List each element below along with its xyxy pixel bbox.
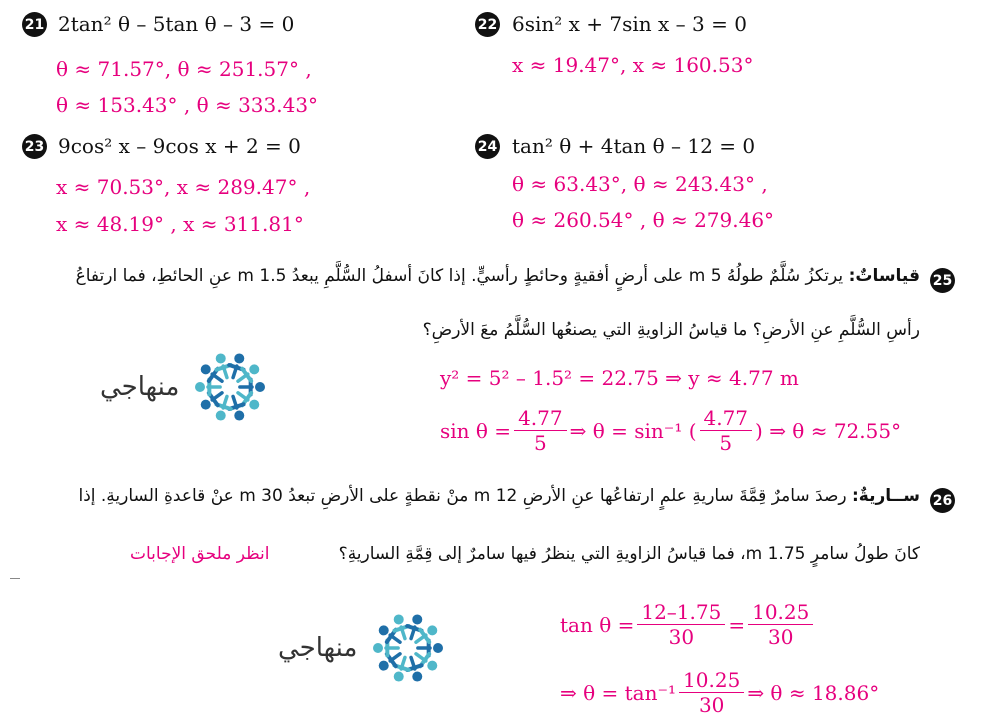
angle-result: ⇒ θ ≈ 18.86°	[747, 680, 880, 705]
problem-22-number: 22	[475, 12, 500, 37]
logo-text: منهاجي	[278, 633, 358, 663]
logo-figure-head	[428, 625, 438, 635]
problem-24-answer-2: θ ≈ 260.54° , θ ≈ 279.46°	[512, 208, 775, 232]
problem-25-text-line-1	[20, 266, 920, 286]
problem-26-number: 26	[930, 488, 955, 513]
problem-21-answer-1: θ ≈ 71.57°, θ ≈ 251.57° ,	[56, 57, 312, 81]
fraction-denominator: 30	[698, 693, 725, 717]
problem-22-answer-1: x ≈ 19.47°, x ≈ 160.53°	[512, 53, 754, 77]
problem-25-solution-1: y² = 5² – 1.5² = 22.75 ⇒ y ≈ 4.77 m	[440, 366, 799, 390]
fraction-4-77-over-5-b	[700, 406, 753, 455]
logo-figure-head	[373, 643, 383, 653]
problem-25-statement: يرتكزُ سُلَّمٌ طولُهُ 5 m على أرضٍ أفقيةٍ وحائطٍ رأسيٍّ. إذا كانَ أسفلُ السُّلَّمِ يبعدُ 1.5 m عنِ الحائطِ، فما ارتفاعُ	[75, 266, 844, 286]
fraction-numerator: 4.77	[514, 406, 567, 431]
fraction-10-25-over-30	[748, 600, 813, 649]
tan-eq-lhs: tan θ =	[560, 612, 635, 637]
fraction-denominator: 30	[668, 625, 695, 649]
logo-figure-head	[394, 614, 404, 624]
fraction-12-minus-1-75-over-30	[637, 600, 725, 649]
problem-25-number: 25	[930, 268, 955, 293]
problem-26-keyword: ســاريةٌ:	[852, 486, 920, 506]
problem-25-text-line-2: رأسِ السُّلَّمِ عنِ الأرضِ؟ ما قياسُ الزاويةِ التي يصنعُها السُّلَّمُ معَ الأرضِ؟	[422, 320, 920, 340]
problem-23-number: 23	[22, 134, 47, 159]
problem-25-solution-2	[440, 406, 901, 455]
manhaji-logo	[100, 346, 271, 428]
logo-figure-head	[195, 382, 205, 392]
logo-figure-head	[250, 364, 260, 374]
problem-21-answer-2: θ ≈ 153.43° , θ ≈ 333.43°	[56, 93, 319, 117]
fraction-numerator: 12–1.75	[637, 600, 725, 625]
arctan-text: ⇒ θ = tan⁻¹	[560, 680, 677, 705]
equals-sign: =	[728, 612, 746, 637]
manhaji-logo-icon	[189, 346, 271, 428]
logo-figure-head	[201, 400, 211, 410]
problem-24-answer-1: θ ≈ 63.43°, θ ≈ 243.43° ,	[512, 172, 768, 196]
problem-23-answer-1: x ≈ 70.53°, x ≈ 289.47° ,	[56, 175, 311, 199]
fraction-10-25-over-30-b	[679, 668, 744, 717]
fraction-4-77-over-5	[514, 406, 567, 455]
fraction-numerator: 4.77	[700, 406, 753, 431]
logo-figure-head	[255, 382, 265, 392]
manhaji-logo-icon	[367, 607, 449, 689]
fraction-denominator: 5	[533, 431, 547, 455]
logo-figure-head	[379, 625, 389, 635]
fraction-denominator: 5	[719, 431, 733, 455]
problem-23-answer-2: x ≈ 48.19° , x ≈ 311.81°	[56, 212, 304, 236]
logo-figure-head	[433, 643, 443, 653]
problem-21-number: 21	[22, 12, 47, 37]
logo-figure-head	[216, 411, 226, 421]
answer-appendix-note: انظر ملحق الإجابات	[130, 544, 270, 564]
logo-figure-head	[413, 614, 423, 624]
problem-26-text-line-1	[20, 486, 920, 506]
problem-26-solution-1	[560, 600, 816, 649]
manhaji-logo-2	[278, 607, 449, 689]
logo-figure-head	[394, 672, 404, 682]
arcsin-text: ⇒ θ = sin⁻¹ (	[569, 418, 697, 443]
problem-26-text-line-2: كانَ طولُ سامرٍ 1.75 m، فما قياسُ الزاويةِ التي ينظرُ فيها سامرٌ إلى قِمَّةِ الساريةِ؟	[338, 544, 920, 564]
logo-figure-head	[250, 400, 260, 410]
problem-26-statement: رصدَ سامرٌ قِمَّةَ ساريةِ علمٍ ارتفاعُها عنِ الأرضِ 12 m منْ نقطةٍ على الأرضِ تبعدُ 30 m عنْ قاعدةِ الساريةِ. إذا	[78, 486, 847, 506]
sin-eq-lhs: sin θ =	[440, 418, 512, 443]
logo-figure-head	[413, 672, 423, 682]
problem-21-equation: 2tan² θ – 5tan θ – 3 = 0	[58, 12, 295, 36]
problem-24-equation: tan² θ + 4tan θ – 12 = 0	[512, 134, 756, 158]
logo-figure-head	[216, 353, 226, 363]
logo-text: منهاجي	[100, 372, 180, 402]
margin-mark	[10, 578, 20, 579]
problem-23-equation: 9cos² x – 9cos x + 2 = 0	[58, 134, 301, 158]
fraction-numerator: 10.25	[748, 600, 813, 625]
logo-figure-head	[235, 353, 245, 363]
fraction-numerator: 10.25	[679, 668, 744, 693]
angle-result: ) ⇒ θ ≈ 72.55°	[755, 418, 902, 443]
logo-figure-head	[379, 661, 389, 671]
problem-26-solution-2	[560, 668, 879, 717]
problem-24-number: 24	[475, 134, 500, 159]
logo-figure-head	[428, 661, 438, 671]
fraction-denominator: 30	[768, 625, 794, 649]
problem-22-equation: 6sin² x + 7sin x – 3 = 0	[512, 12, 747, 36]
logo-figure-head	[235, 411, 245, 421]
logo-figure-head	[201, 364, 211, 374]
problem-25-keyword: قياساتٌ:	[848, 266, 920, 286]
